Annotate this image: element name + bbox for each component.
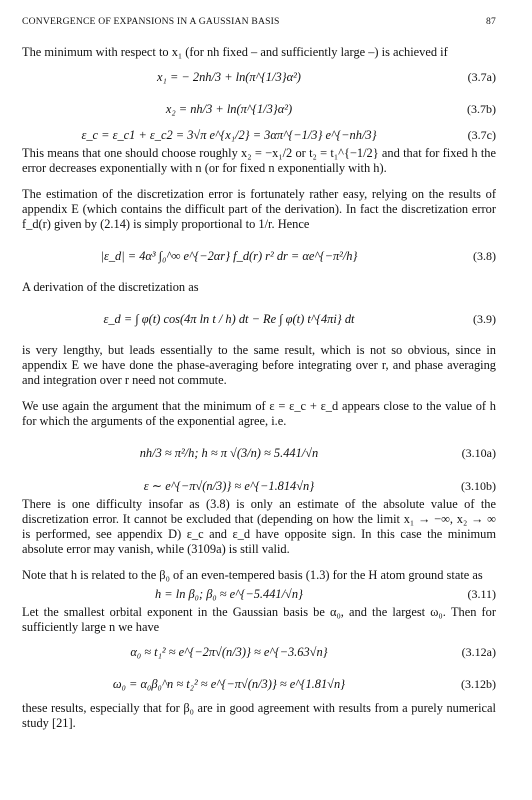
equation-number: (3.7b) xyxy=(467,101,496,116)
equation-number: (3.11) xyxy=(467,586,496,601)
equation-body: |ε_d| = 4α³ ∫₀^∞ e^{−2αr} f_d(r) r² dr = αe^{−π²/h} xyxy=(100,248,358,263)
equation-body: x₁ = − 2nh/3 + ln(π^{1/3}α²) xyxy=(157,69,301,84)
equation-3-7c xyxy=(22,126,496,144)
equation-number: (3.7a) xyxy=(467,69,496,84)
equation-3-7b xyxy=(22,94,496,124)
equation-3-11 xyxy=(22,585,496,603)
paragraph-lengthy: is very lengthy, but leads essentially to the same result, which is not so obvious, since in appendix E we have done the phase-averaging before integrating over r, and phase averaging and integration over r need not commute. xyxy=(22,343,496,387)
equation-number: (3.9) xyxy=(473,311,496,326)
equation-number: (3.12a) xyxy=(461,644,496,659)
equation-body: nh/3 ≈ π²/h; h ≈ π √(3/n) ≈ 5.441/√n xyxy=(139,445,319,460)
equation-body: ε ∼ e^{−π√(n/3)} ≈ e^{−1.814√n} xyxy=(143,478,315,493)
paragraph-choose: This means that one should choose roughly x₂ = −x₁/2 or t₂ = t₁^{−1/2} and that for fixed h the error decreases exponentially with n (or for fixed n exponentially with h). xyxy=(22,146,496,175)
paragraph-exponents: Let the smallest orbital exponent in the Gaussian basis be α₀, and the largest ω₀. Then for sufficiently large n we have xyxy=(22,605,496,634)
paragraph-results: these results, especially that for β₀ are in good agreement with results from a purely numerical study [21]. xyxy=(22,701,496,730)
equation-number: (3.10a) xyxy=(461,445,496,460)
paragraph-note: Note that h is related to the β₀ of an even-tempered basis (1.3) for the H atom ground state as xyxy=(22,568,483,582)
equation-3-12b xyxy=(22,669,496,699)
equation-body: α₀ ≈ t₁² ≈ e^{−2π√(n/3)} ≈ e^{−3.63√n} xyxy=(130,644,328,659)
equation-body: ω₀ = α₀β₀^n ≈ t₂² ≈ e^{−π√(n/3)} ≈ e^{1.81√n} xyxy=(112,676,346,691)
paragraph-derivation: A derivation of the discretization as xyxy=(22,280,199,294)
equation-body: ε_c = ε_c1 + ε_c2 = 3√π e^{x₁/2} = 3απ^{−1/3} e^{−nh/3} xyxy=(81,127,377,142)
equation-3-12a xyxy=(22,637,496,667)
running-header xyxy=(22,14,496,29)
equation-3-8 xyxy=(22,234,496,278)
page-number: 87 xyxy=(486,16,496,27)
running-title: CONVERGENCE OF EXPANSIONS IN A GAUSSIAN BASIS xyxy=(22,16,280,27)
equation-number: (3.12b) xyxy=(461,676,496,691)
document-page xyxy=(22,14,496,731)
paragraph-difficulty: There is one difficulty insofar as (3.8) is only an estimate of the absolute value of the discretization error. It cannot be excluded that (depending on how the limit x₁ → −∞, x₂ → ∞ is performed, see appendix D) ε_c and ε_d have opposite sign. In this case the minimum absolute error may vanish, while (3109a) is still valid. xyxy=(22,497,496,556)
equation-3-10b xyxy=(22,477,496,495)
equation-number: (3.8) xyxy=(473,248,496,263)
equation-3-10a xyxy=(22,431,496,475)
equation-number: (3.10b) xyxy=(461,478,496,493)
equation-3-9 xyxy=(22,297,496,341)
equation-3-7a xyxy=(22,62,496,92)
equation-number: (3.7c) xyxy=(467,127,496,142)
equation-body: x₂ = nh/3 + ln(π^{1/3}α²) xyxy=(165,101,293,116)
paragraph-argument: We use again the argument that the minimum of ε = ε_c + ε_d appears close to the value of h for which the arguments of the exponential agree, i.e. xyxy=(22,399,496,428)
equation-body: ε_d = ∫ φ(t) cos(4π ln t / h) dt − Re ∫ φ(t) t^{4πi} dt xyxy=(103,311,355,326)
equation-body: h = ln β₀; β₀ ≈ e^{−5.441/√n} xyxy=(155,586,303,601)
paragraph-discretization: The estimation of the discretization error is fortunately rather easy, relying on the results of appendix E (which contains the difficult part of the derivation). In fact the discretization error f_d(r) given by (2.14) is simply proportional to 1/r. Hence xyxy=(22,187,496,231)
paragraph-minimum: The minimum with respect to x₁ (for nh fixed – and sufficiently large –) is achieved if xyxy=(22,45,448,59)
